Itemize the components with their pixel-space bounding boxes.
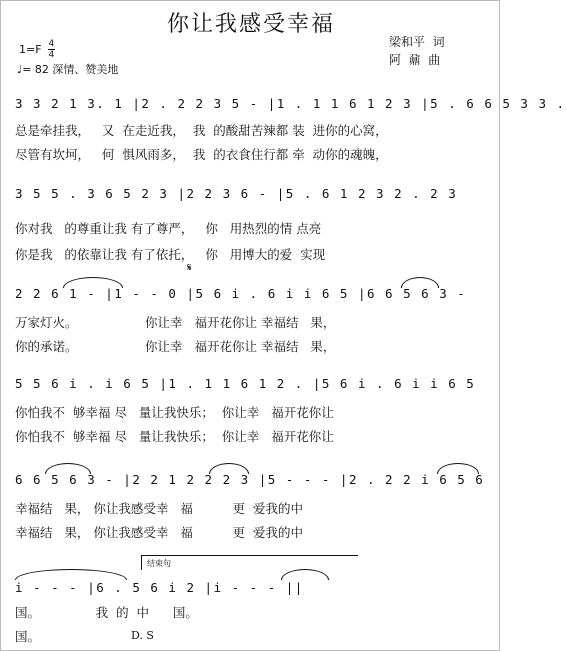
meter-beats: 4 (48, 39, 55, 49)
lyric-line: 你对我 的尊重让我 有了尊严， 你 用热烈的情 点亮 (15, 221, 322, 236)
lyric-line: 国。 我 的 中 国。 (15, 605, 198, 620)
lyric-line: 国。 (15, 629, 41, 644)
tempo-marking: ♩= 82 深情、赞美地 (17, 63, 119, 76)
key-label: 1=F (19, 43, 42, 56)
notation-line: i - - - |6 . 5 6 i 2 |i - - - || (15, 580, 304, 595)
lyric-line: 幸福结 果， 你让我感受幸 福 更 爱我的中 (15, 501, 303, 516)
composer-credit: 阿 鼐 曲 (389, 53, 441, 67)
lyric-line: 你怕我不 够幸福 尽 量让我快乐； 你让幸 福开花你让 (15, 429, 334, 444)
notation-line: 3 3 2 1 3. 1 |2 . 2 2 3 5 - |1 . 1 1 6 1 2 3 |5 . 6 6 5 3 3 . (15, 96, 566, 111)
notation-line: 5 5 6 i . i 6 5 |1 . 1 1 6 1 2 . |5 6 i . 6 i i 6 5 (15, 376, 476, 391)
lyric-line: 幸福结 果， 你让我感受幸 福 更 爱我的中 (15, 525, 303, 540)
lyric-line: 你是我 的依靠让我 有了依托， 你 用博大的爱 实现 (15, 247, 326, 262)
segno-sign: 𝄋 (187, 261, 192, 274)
lyric-line: 万家灯火。 你让幸 福开花你让 幸福结 果， (15, 315, 336, 330)
notation-line: 6 6 5 6 3 - |2 2 1 2 2 2 3 |5 - - - |2 . 2 2 i 6 5 6 (15, 472, 485, 487)
notation-line: 3 5 5 . 3 6 5 2 3 |2 2 3 6 - |5 . 6 1 2 3 2 . 2 3 (15, 186, 458, 201)
song-title: 你让我感受幸福 (166, 12, 335, 37)
tie-mark (281, 569, 329, 580)
tie-mark (15, 569, 127, 580)
ending-bracket (141, 555, 358, 570)
credits (389, 33, 445, 69)
meter-unit: 4 (48, 50, 55, 60)
lyricist-credit: 梁和平 词 (389, 35, 445, 49)
lyric-line: 总是牵挂我， 又 在走近我， 我 的酸甜苦辣都 装 进你的心窝， (15, 123, 388, 138)
key-signature (19, 39, 55, 60)
lyric-line: 你的承诺。 你让幸 福开花你让 幸福结 果， (15, 339, 336, 354)
lyric-line: 尽管有坎坷， 何 惧风雨多， 我 的衣食住行都 牵 动你的魂魄， (15, 147, 388, 162)
ending-label: 结束句 (147, 559, 171, 568)
notation-line: 2 2 6 1 - |1 - - 0 |5 6 i . 6 i i 6 5 |6 6 5 6 3 - (15, 286, 467, 301)
time-signature (48, 39, 56, 60)
lyric-line: 你怕我不 够幸福 尽 量让我快乐； 你让幸 福开花你让 (15, 405, 334, 420)
dal-segno-mark: D. S (131, 629, 154, 642)
